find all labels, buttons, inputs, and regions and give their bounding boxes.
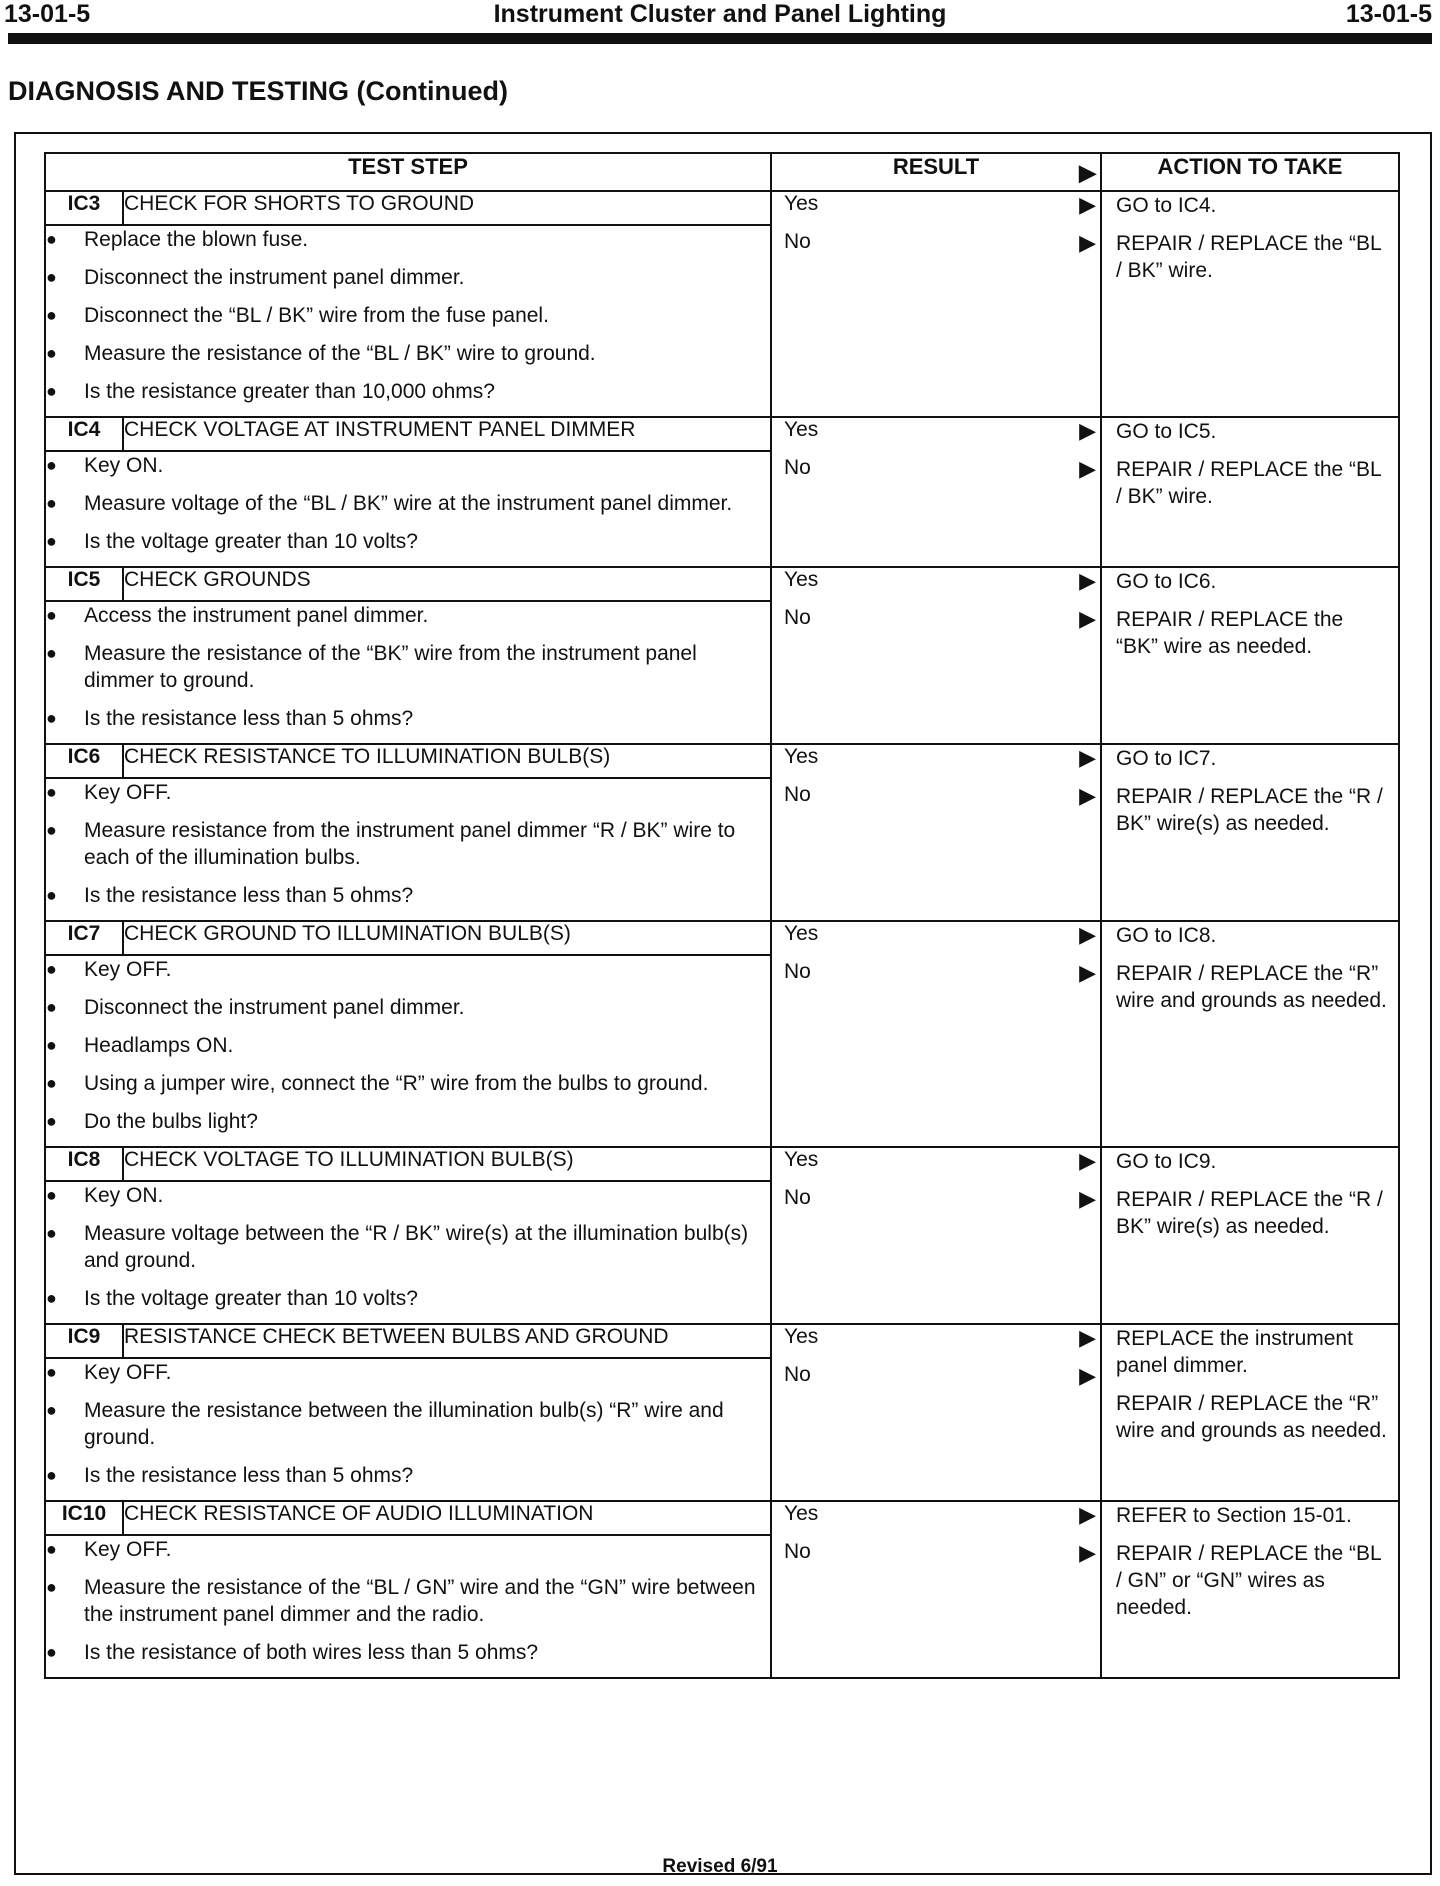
- instruction-item: ● Is the resistance of both wires less than 5 ohms?: [46, 1639, 770, 1666]
- test-step-title: CHECK RESISTANCE OF AUDIO ILLUMINATION: [123, 1501, 771, 1535]
- instruction-item: ● Disconnect the instrument panel dimmer.: [46, 994, 770, 1021]
- action-text: GO to IC9.: [1116, 1150, 1217, 1173]
- result-cell: [771, 1501, 1101, 1678]
- result-answer: No: [784, 1363, 811, 1386]
- result-cell: [771, 1324, 1101, 1501]
- result-row: [772, 960, 1100, 998]
- instruction-list: [46, 1182, 770, 1312]
- result-cell: [771, 567, 1101, 744]
- instruction-list: [46, 602, 770, 732]
- action-text: GO to IC8.: [1116, 924, 1217, 947]
- instruction-item: ● Measure the resistance of the “BK” wire from the instrument panel dimmer to ground.: [46, 640, 770, 694]
- test-step-instructions: [45, 225, 771, 417]
- test-step-title: CHECK VOLTAGE TO ILLUMINATION BULB(S): [123, 1147, 771, 1181]
- action-text: REPAIR / REPLACE the “BK” wire as needed.: [1116, 608, 1344, 658]
- arrow-icon: ▶: [1079, 783, 1096, 808]
- test-step-title: CHECK GROUNDS: [123, 567, 771, 601]
- page-header: [0, 0, 1440, 34]
- arrow-icon: ▶: [1079, 960, 1096, 985]
- test-step-id: IC5: [45, 567, 123, 601]
- action-cell: [1101, 1147, 1399, 1324]
- action-text: GO to IC6.: [1116, 570, 1217, 593]
- result-answer: Yes: [784, 922, 819, 945]
- instruction-item: ● Replace the blown fuse.: [46, 226, 770, 253]
- arrow-icon: ▶: [1079, 1540, 1096, 1565]
- table-header-row: [45, 153, 1399, 191]
- test-step-title: CHECK FOR SHORTS TO GROUND: [123, 191, 771, 225]
- action-text: GO to IC5.: [1116, 420, 1217, 443]
- instruction-list: [46, 226, 770, 405]
- instruction-item: ● Measure voltage between the “R / BK” wire(s) at the illumination bulb(s) and ground.: [46, 1220, 770, 1274]
- action-text: REPAIR / REPLACE the “BL / BK” wire.: [1116, 232, 1381, 282]
- page-number-left: 13-01-5: [4, 0, 91, 28]
- instruction-item: ● Measure resistance from the instrument panel dimmer “R / BK” wire to each of the illumination bulbs.: [46, 817, 770, 871]
- instruction-item: ● Headlamps ON.: [46, 1032, 770, 1059]
- arrow-icon: ▶: [1079, 1148, 1096, 1173]
- result-row: [772, 745, 1100, 783]
- arrow-icon: ▶: [1079, 606, 1096, 631]
- result-row: [772, 568, 1100, 606]
- test-step-instructions: [45, 778, 771, 921]
- action-text: REPAIR / REPLACE the “R / BK” wire(s) as needed.: [1116, 785, 1383, 835]
- test-step-id: IC9: [45, 1324, 123, 1358]
- instruction-item: ● Measure the resistance between the illumination bulb(s) “R” wire and ground.: [46, 1397, 770, 1451]
- test-step-instructions: [45, 1535, 771, 1678]
- test-step-instructions: [45, 601, 771, 744]
- instruction-item: ● Key ON.: [46, 1182, 770, 1209]
- test-step-title-row: [45, 567, 1399, 601]
- section-title: DIAGNOSIS AND TESTING (Continued): [8, 76, 508, 106]
- instruction-list: [46, 779, 770, 909]
- test-step-title: RESISTANCE CHECK BETWEEN BULBS AND GROUND: [123, 1324, 771, 1358]
- instruction-item: ● Is the voltage greater than 10 volts?: [46, 1285, 770, 1312]
- result-row: [772, 1186, 1100, 1224]
- result-answer: No: [784, 606, 811, 629]
- result-answer: Yes: [784, 745, 819, 768]
- result-answer: No: [784, 1540, 811, 1563]
- test-step-instructions: [45, 955, 771, 1147]
- result-answer: No: [784, 783, 811, 806]
- action-text: REPLACE the instrument panel dimmer.: [1116, 1327, 1353, 1377]
- instruction-item: ● Do the bulbs light?: [46, 1108, 770, 1135]
- instruction-item: ● Key OFF.: [46, 1359, 770, 1386]
- test-step-instructions: [45, 1181, 771, 1324]
- diagnosis-table: [44, 152, 1400, 1679]
- arrow-icon: ▶: [1079, 192, 1096, 217]
- result-cell: [771, 417, 1101, 567]
- arrow-icon: ▶: [1079, 568, 1096, 593]
- result-cell: [771, 191, 1101, 417]
- result-answer: No: [784, 960, 811, 983]
- instruction-item: ● Access the instrument panel dimmer.: [46, 602, 770, 629]
- result-row: [772, 230, 1100, 268]
- result-answer: Yes: [784, 568, 819, 591]
- arrow-icon: ▶: [1079, 922, 1096, 947]
- instruction-item: ● Is the resistance less than 5 ohms?: [46, 882, 770, 909]
- instruction-item: ● Is the resistance less than 5 ohms?: [46, 705, 770, 732]
- test-step-title: CHECK GROUND TO ILLUMINATION BULB(S): [123, 921, 771, 955]
- instruction-list: [46, 956, 770, 1135]
- test-step-title-row: [45, 1324, 1399, 1358]
- action-text: REPAIR / REPLACE the “BL / BK” wire.: [1116, 458, 1381, 508]
- test-step-instructions: [45, 1358, 771, 1501]
- arrow-icon: ▶: [1079, 456, 1096, 481]
- instruction-item: ● Using a jumper wire, connect the “R” wire from the bulbs to ground.: [46, 1070, 770, 1097]
- header-action: ACTION TO TAKE: [1101, 153, 1399, 191]
- action-cell: [1101, 417, 1399, 567]
- result-row: [772, 922, 1100, 960]
- result-row: [772, 456, 1100, 494]
- action-cell: [1101, 1501, 1399, 1678]
- instruction-item: ● Measure voltage of the “BL / BK” wire at the instrument panel dimmer.: [46, 490, 770, 517]
- test-step-title-row: [45, 1147, 1399, 1181]
- result-answer: Yes: [784, 192, 819, 215]
- arrow-icon: ▶: [1079, 418, 1096, 443]
- action-cell: [1101, 744, 1399, 921]
- instruction-item: ● Key OFF.: [46, 1536, 770, 1563]
- result-answer: Yes: [784, 1502, 819, 1525]
- result-row: [772, 1540, 1100, 1578]
- action-text: REPAIR / REPLACE the “R / BK” wire(s) as needed.: [1116, 1188, 1383, 1238]
- result-cell: [771, 744, 1101, 921]
- action-text: GO to IC4.: [1116, 194, 1217, 217]
- result-answer: No: [784, 1186, 811, 1209]
- action-text: GO to IC7.: [1116, 747, 1217, 770]
- arrow-icon: ▶: [1079, 160, 1096, 185]
- action-text: REPAIR / REPLACE the “R” wire and grounds as needed.: [1116, 1392, 1387, 1442]
- result-cell: [771, 1147, 1101, 1324]
- instruction-list: [46, 452, 770, 555]
- arrow-icon: ▶: [1079, 745, 1096, 770]
- result-answer: No: [784, 230, 811, 253]
- test-step-id: IC8: [45, 1147, 123, 1181]
- arrow-icon: ▶: [1079, 1502, 1096, 1527]
- instruction-item: ● Measure the resistance of the “BL / GN” wire and the “GN” wire between the instrument panel dimmer and the radio.: [46, 1574, 770, 1628]
- instruction-list: [46, 1359, 770, 1489]
- action-text: REPAIR / REPLACE the “BL / GN” or “GN” wires as needed.: [1116, 1542, 1381, 1619]
- result-answer: Yes: [784, 1325, 819, 1348]
- instruction-item: ● Is the voltage greater than 10 volts?: [46, 528, 770, 555]
- result-row: [772, 1148, 1100, 1186]
- test-step-id: IC10: [45, 1501, 123, 1535]
- test-step-instructions: [45, 451, 771, 567]
- test-step-title-row: [45, 417, 1399, 451]
- action-text: REFER to Section 15-01.: [1116, 1504, 1352, 1527]
- header-rule: [8, 33, 1432, 44]
- header-test-step: TEST STEP: [45, 153, 771, 191]
- action-text: REPAIR / REPLACE the “R” wire and grounds as needed.: [1116, 962, 1387, 1012]
- header-result-label: RESULT: [892, 154, 980, 179]
- test-step-title: CHECK VOLTAGE AT INSTRUMENT PANEL DIMMER: [123, 417, 771, 451]
- result-row: [772, 606, 1100, 644]
- arrow-icon: ▶: [1079, 230, 1096, 255]
- result-answer: Yes: [784, 418, 819, 441]
- result-row: [772, 1325, 1100, 1363]
- instruction-item: ● Key OFF.: [46, 956, 770, 983]
- arrow-icon: ▶: [1079, 1363, 1096, 1388]
- instruction-item: ● Key ON.: [46, 452, 770, 479]
- instruction-item: ● Is the resistance greater than 10,000 ohms?: [46, 378, 770, 405]
- test-step-title-row: [45, 1501, 1399, 1535]
- action-cell: [1101, 191, 1399, 417]
- instruction-item: ● Key OFF.: [46, 779, 770, 806]
- result-row: [772, 783, 1100, 821]
- test-step-id: IC3: [45, 191, 123, 225]
- result-answer: No: [784, 456, 811, 479]
- result-row: [772, 418, 1100, 456]
- instruction-item: ● Disconnect the “BL / BK” wire from the fuse panel.: [46, 302, 770, 329]
- test-step-id: IC4: [45, 417, 123, 451]
- action-cell: [1101, 567, 1399, 744]
- result-row: [772, 192, 1100, 230]
- action-cell: [1101, 921, 1399, 1147]
- arrow-icon: ▶: [1079, 1186, 1096, 1211]
- test-step-id: IC6: [45, 744, 123, 778]
- instruction-item: ● Measure the resistance of the “BL / BK” wire to ground.: [46, 340, 770, 367]
- page-number-right: 13-01-5: [1345, 0, 1432, 28]
- arrow-icon: ▶: [1079, 1325, 1096, 1350]
- test-step-id: IC7: [45, 921, 123, 955]
- instruction-item: ● Disconnect the instrument panel dimmer.: [46, 264, 770, 291]
- result-cell: [771, 921, 1101, 1147]
- result-row: [772, 1363, 1100, 1401]
- result-answer: Yes: [784, 1148, 819, 1171]
- header-result: [771, 153, 1101, 191]
- test-step-title-row: [45, 744, 1399, 778]
- instruction-list: [46, 1536, 770, 1666]
- result-row: [772, 1502, 1100, 1540]
- action-cell: [1101, 1324, 1399, 1501]
- page-title: Instrument Cluster and Panel Lighting: [493, 0, 947, 28]
- revision-footer: Revised 6/91: [662, 1856, 778, 1877]
- test-step-title: CHECK RESISTANCE TO ILLUMINATION BULB(S): [123, 744, 771, 778]
- test-step-title-row: [45, 921, 1399, 955]
- test-step-title-row: [45, 191, 1399, 225]
- instruction-item: ● Is the resistance less than 5 ohms?: [46, 1462, 770, 1489]
